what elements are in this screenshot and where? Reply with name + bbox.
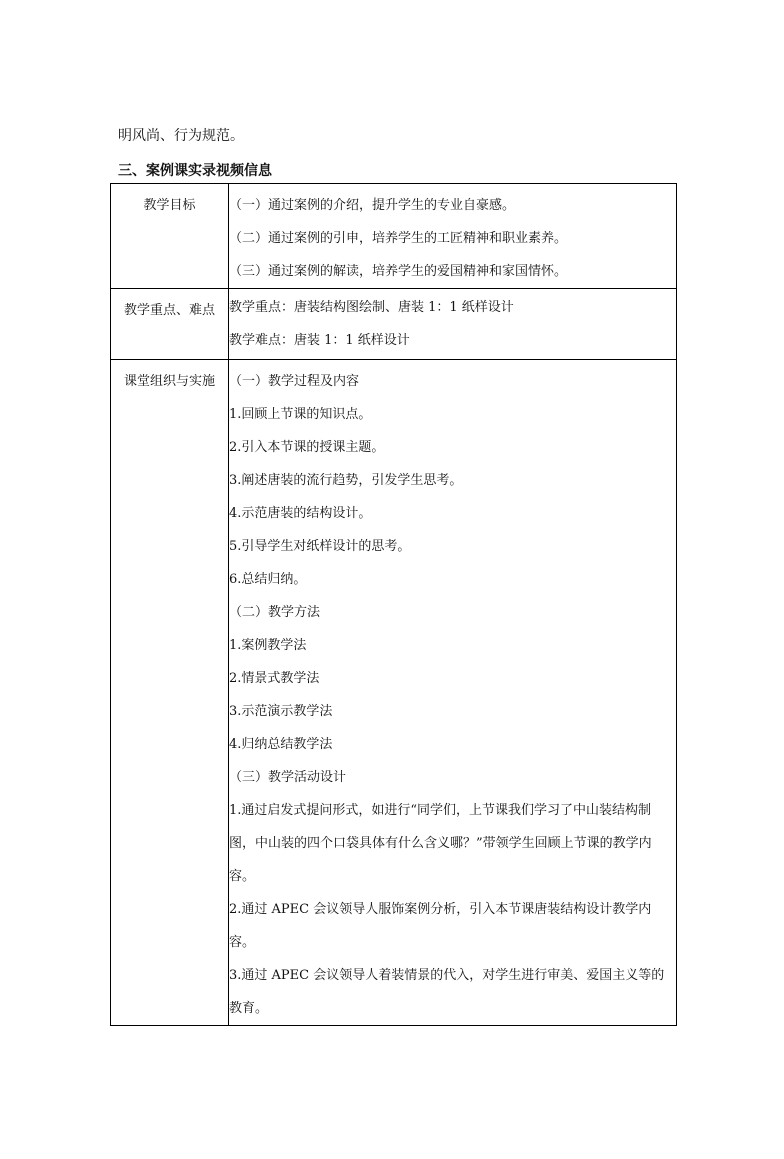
intro-continuation: 明风尚、行为规范。 (118, 128, 244, 144)
content-implementation (229, 360, 677, 1026)
row-implementation (111, 360, 677, 1026)
activity-item: 2.通过 APEC 会议领导人服饰案例分析，引入本节课唐装结构设计教学内容。 (229, 902, 652, 950)
process-step: 1.回顾上节课的知识点。 (229, 407, 372, 422)
row-teaching-goals (111, 184, 677, 289)
label-implementation (111, 360, 229, 1026)
label-text: 教学目标 (143, 198, 196, 213)
method-item: 3.示范演示教学法 (229, 704, 333, 719)
subsection-title: （二）教学方法 (229, 605, 321, 620)
content-key-points (229, 289, 677, 360)
activity-item: 1.通过启发式提问形式，如进行“同学们，上节课我们学习了中山装结构制图，中山装的四个口袋具体有什么含义哪？”带领学生回顾上节课的教学内容。 (229, 803, 652, 884)
subsection-title: （三）教学活动设计 (229, 770, 347, 785)
goal-line: （三）通过案例的解读，培养学生的爱国精神和家国情怀。 (229, 264, 568, 279)
method-item: 2.情景式教学法 (229, 671, 320, 686)
label-teaching-goals (111, 184, 229, 289)
row-key-points (111, 289, 677, 360)
label-text: 课堂组织与实施 (123, 374, 215, 389)
process-step: 2.引入本节课的授课主题。 (229, 440, 385, 455)
process-step: 6.总结归纳。 (229, 572, 307, 587)
section-heading: 三、案例课实录视频信息 (118, 163, 272, 179)
activity-item: 3.通过 APEC 会议领导人着装情景的代入，对学生进行审美、爱国主义等的教育。 (229, 968, 665, 1016)
subsection-title: （一）教学过程及内容 (229, 374, 360, 389)
content-teaching-goals (229, 184, 677, 289)
process-step: 5.引导学生对纸样设计的思考。 (229, 539, 411, 554)
goal-line: （一）通过案例的介绍，提升学生的专业自豪感。 (229, 198, 516, 213)
difficulty-line: 教学难点：唐装 1：1 纸样设计 (229, 333, 410, 348)
goal-line: （二）通过案例的引申，培养学生的工匠精神和职业素养。 (229, 231, 568, 246)
method-item: 4.归纳总结教学法 (229, 737, 333, 752)
label-key-points (111, 289, 229, 360)
key-point-line: 教学重点：唐装结构图绘制、唐装 1：1 纸样设计 (229, 300, 514, 315)
method-item: 1.案例教学法 (229, 638, 307, 653)
process-step: 3.阐述唐装的流行趋势，引发学生思考。 (229, 473, 463, 488)
video-info-table (110, 183, 677, 1026)
process-step: 4.示范唐装的结构设计。 (229, 506, 372, 521)
label-text: 教学重点、难点 (123, 303, 215, 318)
